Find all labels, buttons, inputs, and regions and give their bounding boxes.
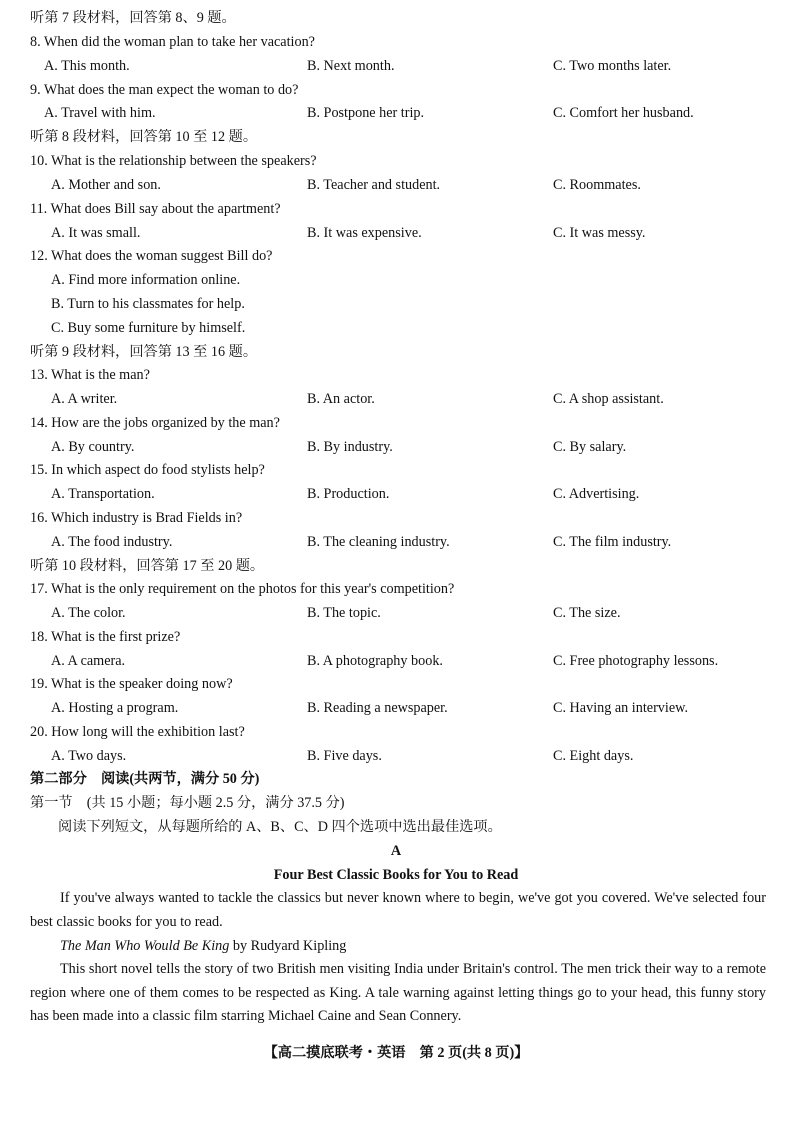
option-b: B. An actor. bbox=[307, 391, 375, 407]
question-14: 14. How are the jobs organized by the man? bbox=[30, 415, 280, 431]
section-heading-8: 听第 8 段材料，回答第 10 至 12 题。 bbox=[30, 129, 258, 145]
option-a: A. Two days. bbox=[51, 748, 127, 764]
option-c: C. Eight days. bbox=[553, 748, 634, 764]
option-b: B. Postpone her trip. bbox=[307, 105, 425, 121]
option-a: A. This month. bbox=[44, 58, 130, 74]
options-11 bbox=[0, 224, 792, 242]
question-19: 19. What is the speaker doing now? bbox=[30, 676, 233, 692]
option-a: A. The food industry. bbox=[51, 534, 173, 550]
option-c: C. It was messy. bbox=[553, 225, 646, 241]
passage-title: Four Best Classic Books for You to Read bbox=[273, 867, 519, 883]
section-heading-7: 听第 7 段材料，回答第 8、9 题。 bbox=[30, 10, 236, 26]
option-c: C. Having an interview. bbox=[553, 700, 689, 716]
section-subtitle: 第一节 (共 15 小题；每小题 2.5 分，满分 37.5 分) bbox=[30, 795, 345, 811]
option-a: A. Mother and son. bbox=[51, 177, 161, 193]
section-heading-10: 听第 10 段材料，回答第 17 至 20 题。 bbox=[30, 558, 265, 574]
option-b: B. Production. bbox=[307, 486, 390, 502]
option-b: B. Next month. bbox=[307, 58, 395, 74]
options-13 bbox=[0, 390, 792, 408]
question-18: 18. What is the first prize? bbox=[30, 629, 181, 645]
option-b: B. It was expensive. bbox=[307, 225, 422, 241]
option-a: A. Find more information online. bbox=[51, 272, 241, 288]
question-16: 16. Which industry is Brad Fields in? bbox=[30, 510, 243, 526]
part-title: 第二部分 阅读(共两节，满分 50 分) bbox=[30, 771, 260, 787]
section-heading-9: 听第 9 段材料，回答第 13 至 16 题。 bbox=[30, 344, 258, 360]
question-8: 8. When did the woman plan to take her vacation? bbox=[30, 34, 315, 50]
options-16 bbox=[0, 533, 792, 551]
question-20: 20. How long will the exhibition last? bbox=[30, 724, 245, 740]
options-8 bbox=[0, 57, 792, 75]
option-c: C. The film industry. bbox=[553, 534, 672, 550]
option-c: C. Buy some furniture by himself. bbox=[51, 320, 246, 336]
question-10: 10. What is the relationship between the speakers? bbox=[30, 153, 317, 169]
question-17: 17. What is the only requirement on the photos for this year's competition? bbox=[30, 581, 455, 597]
option-b: B. A photography book. bbox=[307, 653, 443, 669]
option-c: C. Roommates. bbox=[553, 177, 641, 193]
question-13: 13. What is the man? bbox=[30, 367, 150, 383]
paragraph-intro: If you've always wanted to tackle the classics but never known where to begin, we've got you covered. We've selected four best classic books for you to read. bbox=[30, 890, 766, 930]
option-b: B. By industry. bbox=[307, 439, 393, 455]
options-15 bbox=[0, 485, 792, 503]
book-heading bbox=[60, 937, 346, 955]
option-a: A. It was small. bbox=[51, 225, 141, 241]
option-a: A. Transportation. bbox=[51, 486, 155, 502]
option-c: C. The size. bbox=[553, 605, 621, 621]
option-b: B. Five days. bbox=[307, 748, 382, 764]
option-a: A. Travel with him. bbox=[44, 105, 156, 121]
question-9: 9. What does the man expect the woman to do? bbox=[30, 82, 299, 98]
option-c: C. Advertising. bbox=[553, 486, 640, 502]
option-a: A. A writer. bbox=[51, 391, 118, 407]
option-a: A. By country. bbox=[51, 439, 135, 455]
paragraph-book1: This short novel tells the story of two British men visiting India under Britain's control. The men trick their way to a remote region where one of them comes to be respected as King. A tale warning against letting things go to your head, this funny story has been made into a classic film starring Michael Caine and Sean Connery. bbox=[30, 961, 766, 1025]
passage-label: A bbox=[390, 843, 402, 859]
question-15: 15. In which aspect do food stylists help? bbox=[30, 462, 265, 478]
options-20 bbox=[0, 747, 792, 765]
book-title: The Man Who Would Be King bbox=[60, 938, 230, 954]
page-footer: 【高二摸底联考・英语 第 2 页(共 8 页)】 bbox=[263, 1045, 529, 1061]
option-a: A. Hosting a program. bbox=[51, 700, 179, 716]
option-b: B. Reading a newspaper. bbox=[307, 700, 448, 716]
instruction: 阅读下列短文，从每题所给的 A、B、C、D 四个选项中选出最佳选项。 bbox=[58, 819, 502, 835]
option-a: A. A camera. bbox=[51, 653, 126, 669]
option-b: B. Turn to his classmates for help. bbox=[51, 296, 245, 312]
question-11: 11. What does Bill say about the apartment? bbox=[30, 201, 281, 217]
option-c: C. Free photography lessons. bbox=[553, 653, 719, 669]
options-9 bbox=[0, 104, 792, 122]
option-b: B. The cleaning industry. bbox=[307, 534, 450, 550]
book-author: by Rudyard Kipling bbox=[229, 938, 347, 954]
option-c: C. A shop assistant. bbox=[553, 391, 664, 407]
options-14 bbox=[0, 438, 792, 456]
option-c: C. Two months later. bbox=[553, 58, 672, 74]
option-a: A. The color. bbox=[51, 605, 126, 621]
options-17 bbox=[0, 604, 792, 622]
option-c: C. By salary. bbox=[553, 439, 627, 455]
question-12: 12. What does the woman suggest Bill do? bbox=[30, 248, 273, 264]
options-19 bbox=[0, 699, 792, 717]
option-b: B. Teacher and student. bbox=[307, 177, 441, 193]
option-c: C. Comfort her husband. bbox=[553, 105, 694, 121]
options-10 bbox=[0, 176, 792, 194]
options-18 bbox=[0, 652, 792, 670]
option-b: B. The topic. bbox=[307, 605, 381, 621]
